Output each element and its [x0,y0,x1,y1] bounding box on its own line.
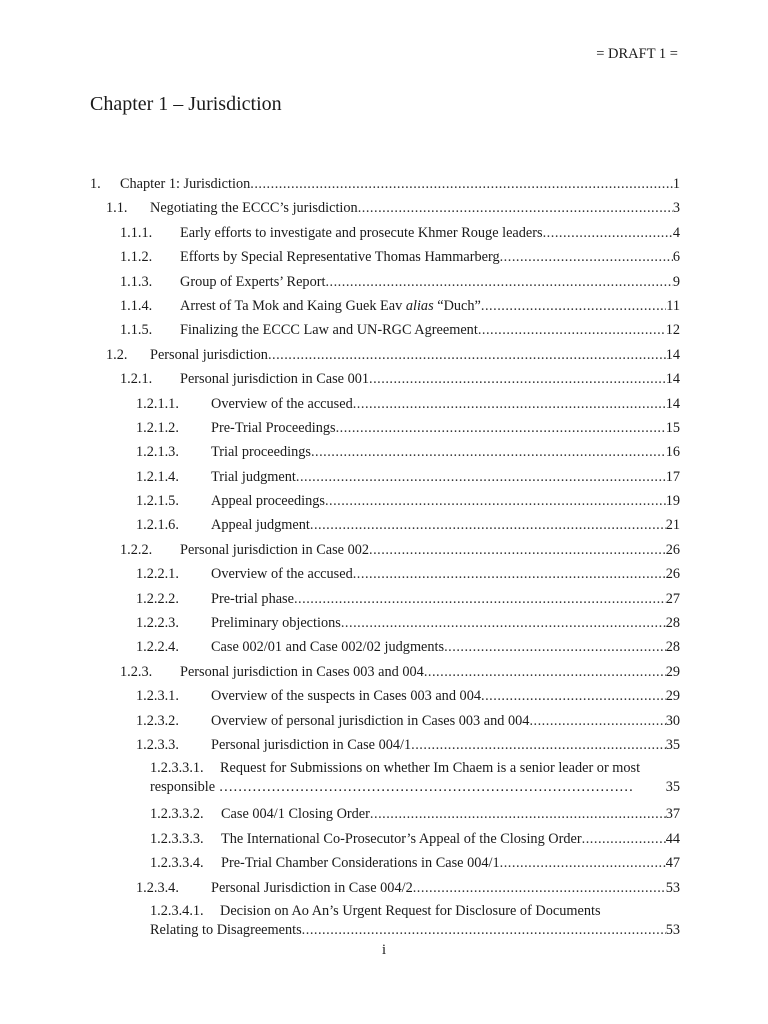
toc-entry-page: 29 [665,688,680,705]
toc-leader-dots [481,686,666,706]
toc-entry-title: Negotiating the ECCC’s jurisdiction [150,200,358,217]
toc-entry-page: 14 [665,395,680,412]
toc-entry-link [211,878,680,898]
toc-entry-link [211,564,680,584]
toc-entry-title [180,296,481,316]
toc-leader-dots [296,467,666,487]
toc-entry-title-continued: Relating to Disagreements [150,921,302,938]
toc-entry-page: 19 [665,493,680,510]
toc-entry-title: Personal jurisdiction [150,346,268,363]
toc-entry-link [211,442,680,462]
toc-entry-title: Personal jurisdiction in Cases 003 and 004 [180,663,424,680]
toc-entry-link [211,418,680,438]
toc-entry[interactable] [90,465,680,489]
toc-entry-page: 27 [665,590,680,607]
toc-entry-title: The International Co-Prosecutor’s Appeal of the Closing Order [221,830,582,847]
toc-entry-page: 14 [665,371,680,388]
toc-entry-number: 1.2.3.2. [136,712,179,729]
toc-entry-page: 21 [665,517,680,534]
toc-entry-title: Preliminary objections [211,615,341,632]
toc-entry[interactable] [90,611,680,635]
toc-entry-line [150,902,680,921]
toc-entry-title: Case 004/1 Closing Order [221,806,370,823]
toc-entry-link [180,662,680,682]
toc-entry-title: Trial proceedings [211,444,311,461]
toc-entry-title: Overview of personal jurisdiction in Cases 003 and 004 [211,712,530,729]
chapter-title: Chapter 1 – Jurisdiction [90,93,282,115]
toc-entry-page: 9 [672,273,680,290]
toc-entry-line [150,921,680,940]
toc-entry-page: 6 [672,249,680,266]
toc-leader-dots [369,540,666,560]
toc-leader-dots [310,515,666,535]
toc-entry[interactable] [90,757,680,797]
toc-leader-dots [500,853,666,873]
toc-entry[interactable] [90,733,680,757]
toc-entry-number: 1. [90,176,101,192]
toc-entry-page: 29 [665,663,680,680]
toc-entry-page: 37 [665,806,680,823]
toc-entry-number: 1.1.5. [120,322,153,339]
toc-entry-link [211,515,680,535]
toc-entry[interactable] [90,392,680,416]
toc-entry-number: 1.2.1.1. [136,395,179,412]
toc-entry-link [211,394,680,414]
toc-entry-number: 1.2. [106,346,128,363]
toc-leader-dots [543,223,673,243]
toc-entry-number: 1.2.2.4. [136,639,179,656]
toc-entry-title: Personal jurisdiction in Case 001 [180,371,370,388]
toc-entry-title: Pre-Trial Chamber Considerations in Case 004/1 [221,855,500,872]
toc-entry-number: 1.1.3. [120,273,153,290]
toc-entry-link [211,637,680,657]
toc-entry-page: 16 [665,444,680,461]
toc-entry-link [180,296,680,316]
toc-entry-page: 35 [665,736,680,753]
toc-entry-page: 26 [665,541,680,558]
toc-entry-link [180,369,680,389]
toc-entry-page: 17 [665,468,680,485]
toc-entry-title: Overview of the accused [211,395,353,412]
toc-entry-title: Finalizing the ECCC Law and UN-RGC Agreement [180,322,478,339]
toc-entry-link [211,686,680,706]
toc-entry-title-part: “Duch” [433,297,481,314]
toc-entry-link [211,711,680,731]
toc-entry-title: Personal jurisdiction in Case 002 [180,541,370,558]
toc-entry-page: 1 [672,176,680,192]
toc-entry-page: 11 [666,297,680,314]
toc-entry-page: 28 [665,615,680,632]
toc-entry-page: 28 [665,639,680,656]
toc-entry[interactable] [90,318,680,342]
toc-entry-title: Chapter 1: Jurisdiction [120,176,251,192]
toc-entry-number: 1.1.1. [120,224,153,241]
toc-leader-dots [582,829,666,849]
toc-leader-dots [369,369,666,389]
toc-entry[interactable] [90,343,680,367]
toc-entry[interactable] [90,196,680,220]
toc-entry-page: 53 [665,879,680,896]
toc-entry-title: Request for Submissions on whether Im Chaem is a senior leader or most [220,760,641,777]
toc-entry-page: 26 [665,566,680,583]
toc-entry-link [211,589,680,609]
toc-entry-title: Appeal judgment [211,517,310,534]
toc-entry-title: Pre-Trial Proceedings [211,419,336,436]
toc-leader-dots [302,921,666,940]
toc-entry-page: 44 [665,830,680,847]
toc-entry[interactable] [90,538,680,562]
toc-entry-page: 47 [665,855,680,872]
toc-entry-page: 3 [672,200,680,217]
toc-entry-number: 1.2.1.4. [136,468,179,485]
toc-entry-number: 1.2.3.4. [136,879,179,896]
toc-entry-title: Decision on Ao An’s Urgent Request for Disclosure of Documents [220,902,601,919]
toc-entry-link [180,247,680,267]
toc-entry[interactable] [90,221,680,245]
toc-entry-link [180,540,680,560]
toc-leader-dots [353,564,666,584]
toc-entry-number: 1.2.3.3.2. [150,806,204,823]
toc-entry-number: 1.1.2. [120,249,153,266]
toc-entry[interactable] [90,827,680,851]
toc-entry-title: Overview of the suspects in Cases 003 and 004 [211,688,482,705]
toc-entry-number: 1.2.3.3.3. [150,830,204,847]
toc-entry-link [221,829,680,849]
toc-leader-dots [500,247,673,267]
toc-entry-title: Trial judgment [211,468,296,485]
toc-entry[interactable] [90,802,680,826]
toc-leader-dots [353,394,666,414]
toc-entry-number: 1.2.3.3. [136,736,179,753]
toc-entry[interactable] [90,270,680,294]
toc-entry-link [180,272,680,292]
toc-entry-page: 4 [672,224,680,241]
table-of-contents [90,172,680,945]
toc-leader-dots [413,878,666,898]
toc-entry-page: 12 [665,322,680,339]
toc-entry-number: 1.2.2.3. [136,615,179,632]
toc-entry-link [211,467,680,487]
toc-entry-title: Personal Jurisdiction in Case 004/2 [211,879,413,896]
toc-entry[interactable] [90,684,680,708]
toc-entry-title-continued: responsible …………………………………………………………………………… [150,779,634,796]
toc-leader-dots [424,662,666,682]
toc-entry-number: 1.1.4. [120,297,153,314]
toc-entry-link [211,613,680,633]
toc-entry-number: 1.1. [106,200,128,217]
toc-entry[interactable] [90,294,680,318]
toc-leader-dots [311,442,666,462]
toc-entry[interactable] [90,635,680,659]
toc-entry-title: Group of Experts’ Report [180,273,326,290]
toc-entry[interactable] [90,876,680,900]
toc-entry-title: Efforts by Special Representative Thomas Hammarberg [180,249,500,266]
toc-entry-title: Pre-trial phase [211,590,294,607]
toc-entry-link [211,735,680,755]
toc-leader-dots [529,711,665,731]
toc-entry-title-italic: alias [405,297,434,314]
toc-entry-title: Overview of the accused [211,566,353,583]
toc-entry-number: 1.2.3.4.1. [150,902,204,919]
draft-label: = DRAFT 1 = [596,46,678,62]
toc-entry-link [150,198,680,218]
toc-entry[interactable] [90,440,680,464]
toc-entry-title: Case 002/01 and Case 002/02 judgments [211,639,445,656]
toc-entry-number: 1.2.2.1. [136,566,179,583]
toc-leader-dots [370,804,666,824]
toc-entry[interactable] [90,245,680,269]
toc-leader-dots [325,272,672,292]
toc-leader-dots [411,735,666,755]
toc-entry-title: Personal jurisdiction in Case 004/1 [211,736,412,753]
toc-leader-dots [481,296,666,316]
toc-entry-page: 30 [665,712,680,729]
toc-entry-line [150,759,680,778]
toc-entry-number: 1.2.3.1. [136,688,179,705]
toc-entry-title-part: Arrest of Ta Mok and Kaing Guek Eav [180,297,406,314]
toc-leader-dots [268,345,666,365]
toc-entry[interactable] [90,660,680,684]
toc-entry[interactable] [90,587,680,611]
toc-entry-link [180,223,680,243]
toc-entry-link [180,320,680,340]
toc-entry-number: 1.2.1.2. [136,419,179,436]
toc-entry-number: 1.2.3.3.4. [150,855,204,872]
toc-entry[interactable] [90,489,680,513]
toc-leader-dots [341,613,666,633]
toc-entry-link [120,174,680,194]
toc-entry[interactable] [90,851,680,875]
toc-entry-number: 1.2.3.3.1. [150,760,204,777]
toc-entry-page: 35 [665,779,680,796]
toc-entry[interactable] [90,416,680,440]
toc-entry-page: 14 [665,346,680,363]
toc-entry-line [150,778,680,797]
toc-leader-dots [336,418,666,438]
toc-entry-title: Early efforts to investigate and prosecute Khmer Rouge leaders [180,224,543,241]
toc-leader-dots [358,198,673,218]
toc-leader-dots [325,491,666,511]
toc-entry[interactable] [90,900,680,940]
toc-entry-number: 1.2.1.5. [136,493,179,510]
toc-leader-dots [294,589,666,609]
toc-entry[interactable] [90,562,680,586]
toc-entry-number: 1.2.2.2. [136,590,179,607]
toc-entry-link [211,491,680,511]
toc-entry[interactable] [90,367,680,391]
toc-entry-page: 53 [665,921,680,938]
toc-entry-number: 1.2.2. [120,541,153,558]
toc-entry-page: 15 [665,419,680,436]
toc-entry-link [221,804,680,824]
toc-entry-link [150,345,680,365]
toc-leader-dots [250,174,673,194]
toc-entry[interactable] [90,172,680,196]
toc-leader-dots [444,637,666,657]
toc-entry-link [221,853,680,873]
toc-entry-number: 1.2.3. [120,663,153,680]
page-number: i [381,942,387,958]
toc-entry[interactable] [90,709,680,733]
toc-entry-number: 1.2.1.6. [136,517,179,534]
toc-leader-dots [478,320,666,340]
toc-entry-title: Appeal proceedings [211,493,325,510]
toc-entry-number: 1.2.1.3. [136,444,179,461]
toc-entry[interactable] [90,513,680,537]
toc-entry-number: 1.2.1. [120,371,153,388]
